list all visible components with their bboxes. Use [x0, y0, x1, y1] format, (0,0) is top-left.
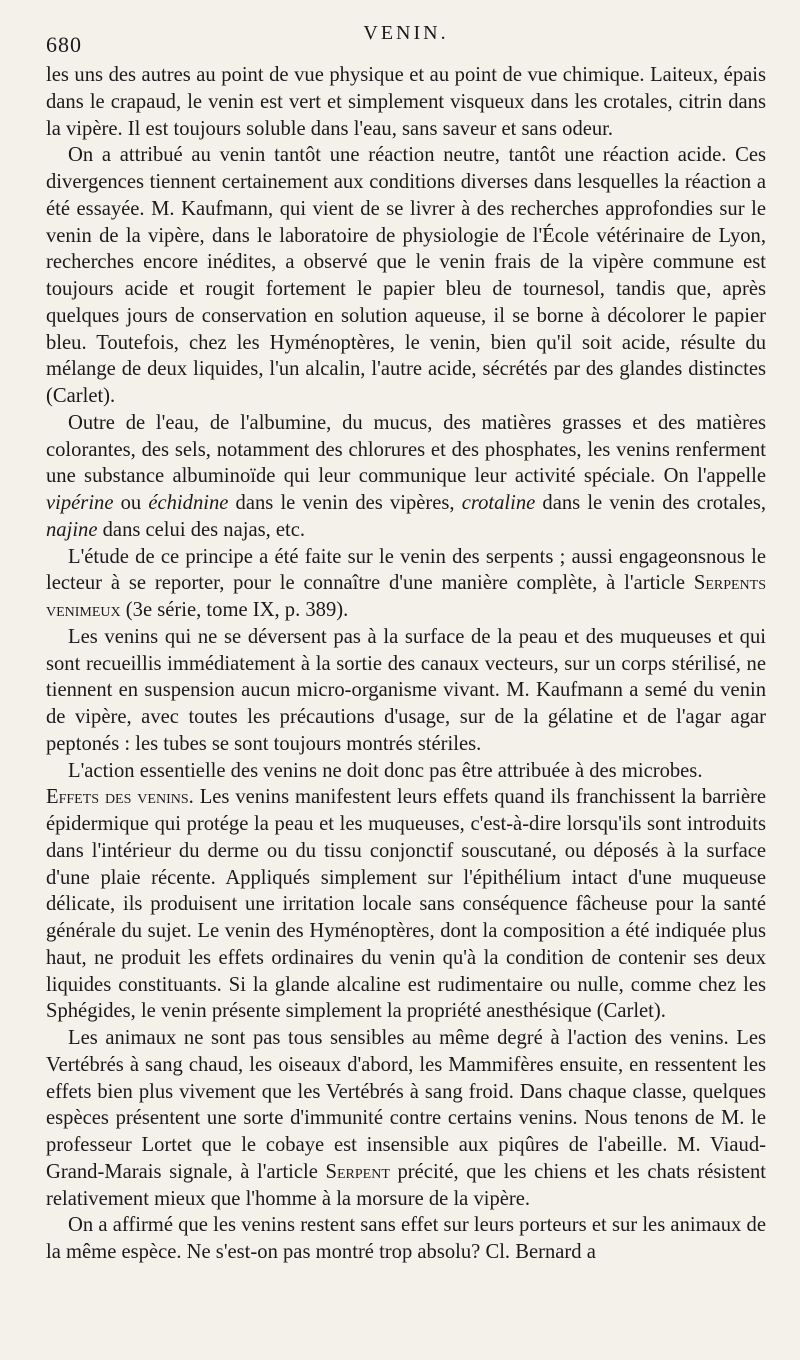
- paragraph-9: On a affirmé que les venins restent sans effet sur leurs porteurs et sur les animaux de la même espèce. Ne s'est-on pas montré trop absolu? Cl. Bernard a: [46, 1214, 766, 1263]
- page-number: 680: [46, 32, 82, 57]
- running-head: VENIN.: [363, 22, 449, 44]
- cross-reference: Serpent: [325, 1160, 390, 1183]
- paragraph-3-text: dans le venin des crotales,: [535, 492, 766, 514]
- paragraph-3-text: ou: [113, 492, 149, 514]
- paragraph-8-text: Les animaux ne sont pas tous sensibles au même degré à l'action des venins. Les Vertébrés à sang chaud, les oiseaux d'abord, les Mammifères ensuite, en ressentent les effets bien plus vivement que les Vertébrés à sang froid. Dans chaque classe, quelques espèces présentent une sorte d'immunité contre certains venins. Nous tenons de M. le professeur Lortet que le cobaye est insensible aux piqûres de l'abeille. M. Viaud-Grand-Marais signale, à l'article: [46, 1027, 766, 1183]
- paragraph-4-text: (3e série, tome IX, p. 389).: [120, 599, 349, 621]
- page-header: [46, 18, 766, 62]
- paragraph-5: Les venins qui ne se déversent pas à la surface de la peau et des muqueuses et qui sont recueillis immédiatement à la sortie des canaux vecteurs, sur un corps stérilisé, ne tiennent en suspension aucun micro-organisme vivant. M. Kaufmann a semé du venin de vipère, avec toutes les précautions d'usage, sur de la gélatine et de l'agar agar peptonés : les tubes se sont toujours montrés stériles.: [46, 625, 766, 755]
- term-viperine: vipérine: [46, 492, 114, 514]
- term-crotaline: crotaline: [461, 492, 536, 514]
- paragraph-3-text: dans le venin des vipères,: [228, 492, 462, 514]
- paragraph-3-text: Outre de l'eau, de l'albumine, du mucus, des matières grasses et des matières colorantes, des sels, notamment des chlorures et des phosphates, les venins renferment une substance albuminoïde qui leur communique leur activité spéciale. On l'appelle: [46, 411, 766, 488]
- cross-reference: Serpents venimeux: [46, 572, 766, 621]
- paragraph-7: [46, 784, 766, 1025]
- paragraph-6: L'action essentielle des venins ne doit donc pas être attribuée à des microbes.: [68, 759, 703, 782]
- paragraph-1: les uns des autres au point de vue physique et au point de vue chimique. Laiteux, épais dans le crapaud, le venin est vert et simplement visqueux dans les crotales, citrin dans la vipère. Il est toujours soluble dans l'eau, sans saveur et sans odeur.: [46, 64, 766, 140]
- paragraph-7-text: Les venins manifestent leurs effets quand ils franchissent la barrière épidermique qui protége la peau et les muqueuses, c'est-à-dire lorsqu'ils sont introduits dans l'intérieur du derme ou du tissu conjonctif souscutané, ou déposés à la surface d'une plaie récente. Appliqués simplement sur l'épithélium intact d'une muqueuse délicate, ils produisent une irritation locale sans conséquence fâcheuse pour la santé générale du sujet. Le venin des Hyménoptères, dont la composition a été indiquée plus haut, ne produit les effets ordinaires du venin qu'à la condition de contenir ses deux liquides constituants. Si la glande alcaline est rudimentaire ou nulle, comme chez les Sphégides, le venin présente simplement la propriété anesthésique (Carlet).: [46, 786, 766, 1023]
- paragraph-2: On a attribué au venin tantôt une réaction neutre, tantôt une réaction acide. Ces divergences tiennent certainement aux conditions diverses dans lesquelles la réaction a été essayée. M. Kaufmann, qui vient de se livrer à des recherches approfondies sur le venin de la vipère, dans le laboratoire de physiologie de l'École vétérinaire de Lyon, recherches encore inédites, a observé que le venin frais de la vipère commune est toujours acide et rougit fortement le papier bleu de tournesol, tandis que, après quelques jours de conservation en solution aqueuse, il se borne à décolorer le papier bleu. Toutefois, chez les Hyménoptères, le venin, bien qu'il soit acide, résulte du mélange de deux liquides, l'un alcalin, l'autre acide, sécrétés par des glandes distinctes (Carlet).: [46, 144, 766, 407]
- paragraph-8: [46, 1025, 766, 1212]
- paragraph-3-text: dans celui des najas, etc.: [97, 518, 306, 541]
- term-najine: najine: [46, 518, 98, 541]
- section-heading: Effets des venins.: [46, 786, 194, 809]
- paragraph-4: [46, 544, 766, 624]
- body-text: [46, 62, 766, 1266]
- paragraph-8-text: précité, que les chiens et les chats résistent relativement mieux que l'homme à la morsure de la vipère.: [46, 1160, 766, 1210]
- term-echidnine: échidnine: [148, 492, 229, 514]
- paragraph-4-text: L'étude de ce principe a été faite sur le venin des serpents ; aussi engageonsnous le lecteur à se reporter, pour le connaître d'une manière complète, à l'article: [46, 545, 766, 595]
- paragraph-3: [46, 410, 766, 544]
